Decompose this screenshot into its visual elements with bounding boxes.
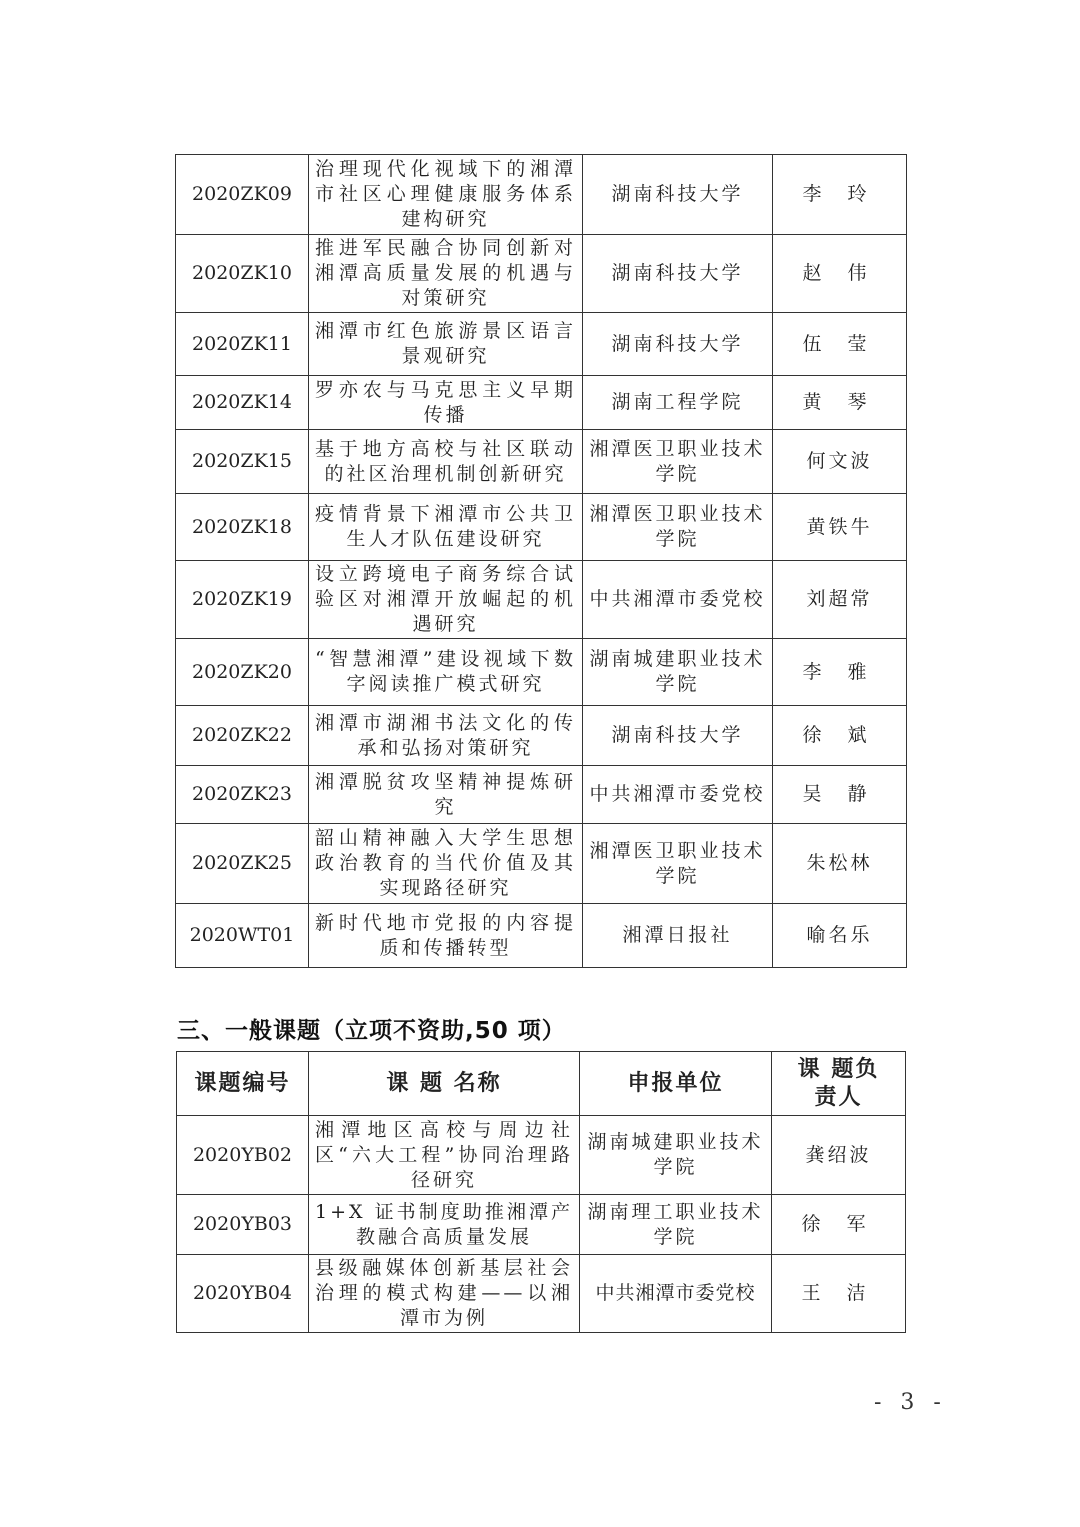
topic-code: 2020ZK09 bbox=[176, 155, 309, 235]
principal-investigator: 李 雅 bbox=[773, 639, 907, 706]
principal-investigator: 朱松林 bbox=[773, 824, 907, 904]
topic-code: 2020ZK15 bbox=[176, 430, 309, 494]
table-row bbox=[177, 1255, 906, 1333]
table-row bbox=[176, 430, 907, 494]
topic-code: 2020ZK20 bbox=[176, 639, 309, 706]
topic-title: 疫情背景下湘潭市公共卫生人才队伍建设研究 bbox=[309, 494, 583, 561]
applicant-unit: 湖南科技大学 bbox=[583, 706, 773, 766]
principal-investigator: 王 洁 bbox=[772, 1255, 906, 1333]
table-row bbox=[176, 494, 907, 561]
column-header-title: 课 题 名称 bbox=[309, 1052, 580, 1116]
topic-code: 2020YB04 bbox=[177, 1255, 309, 1333]
page-number: - 3 - bbox=[874, 1390, 947, 1415]
topic-title: 基于地方高校与社区联动的社区治理机制创新研究 bbox=[309, 430, 583, 494]
column-header-person: 课 题负责人 bbox=[772, 1052, 906, 1116]
topic-title: 湘潭地区高校与周边社区“六大工程”协同治理路径研究 bbox=[309, 1116, 580, 1195]
topic-code: 2020ZK18 bbox=[176, 494, 309, 561]
principal-investigator: 赵 伟 bbox=[773, 235, 907, 313]
topic-title: 县级融媒体创新基层社会治理的模式构建——以湘潭市为例 bbox=[309, 1255, 580, 1333]
principal-investigator: 李 玲 bbox=[773, 155, 907, 235]
table-header-row bbox=[177, 1052, 906, 1116]
topic-code: 2020YB02 bbox=[177, 1116, 309, 1195]
applicant-unit: 湘潭医卫职业技术学院 bbox=[583, 824, 773, 904]
topic-title: 治理现代化视域下的湘潭市社区心理健康服务体系建构研究 bbox=[309, 155, 583, 235]
topic-title: 韶山精神融入大学生思想政治教育的当代价值及其实现路径研究 bbox=[309, 824, 583, 904]
principal-investigator: 喻名乐 bbox=[773, 904, 907, 968]
topics-table-continued bbox=[175, 154, 907, 968]
topic-code: 2020ZK23 bbox=[176, 766, 309, 824]
principal-investigator: 吴 静 bbox=[773, 766, 907, 824]
column-header-unit: 申报单位 bbox=[580, 1052, 772, 1116]
table-row bbox=[176, 155, 907, 235]
topic-title: 1+X 证书制度助推湘潭产教融合高质量发展 bbox=[309, 1195, 580, 1255]
table-row bbox=[176, 706, 907, 766]
applicant-unit: 中共湘潭市委党校 bbox=[580, 1255, 772, 1333]
applicant-unit: 湘潭医卫职业技术学院 bbox=[583, 430, 773, 494]
applicant-unit: 湖南城建职业技术学院 bbox=[580, 1116, 772, 1195]
topic-code: 2020ZK10 bbox=[176, 235, 309, 313]
applicant-unit: 中共湘潭市委党校 bbox=[583, 561, 773, 639]
principal-investigator: 徐 军 bbox=[772, 1195, 906, 1255]
topic-code: 2020ZK11 bbox=[176, 313, 309, 376]
topic-code: 2020ZK25 bbox=[176, 824, 309, 904]
topic-title: 湘潭市湖湘书法文化的传承和弘扬对策研究 bbox=[309, 706, 583, 766]
topic-title: “智慧湘潭”建设视域下数字阅读推广模式研究 bbox=[309, 639, 583, 706]
table-row bbox=[176, 766, 907, 824]
principal-investigator: 龚绍波 bbox=[772, 1116, 906, 1195]
principal-investigator: 徐 斌 bbox=[773, 706, 907, 766]
principal-investigator: 黄 琴 bbox=[773, 376, 907, 430]
topic-title: 设立跨境电子商务综合试验区对湘潭开放崛起的机遇研究 bbox=[309, 561, 583, 639]
applicant-unit: 湖南科技大学 bbox=[583, 155, 773, 235]
table-row bbox=[176, 376, 907, 430]
principal-investigator: 黄铁牛 bbox=[773, 494, 907, 561]
topic-code: 2020ZK14 bbox=[176, 376, 309, 430]
topic-title: 罗亦农与马克思主义早期传播 bbox=[309, 376, 583, 430]
topic-code: 2020YB03 bbox=[177, 1195, 309, 1255]
topic-title: 推进军民融合协同创新对湘潭高质量发展的机遇与对策研究 bbox=[309, 235, 583, 313]
topic-code: 2020WT01 bbox=[176, 904, 309, 968]
table-row bbox=[177, 1195, 906, 1255]
table-row bbox=[176, 561, 907, 639]
applicant-unit: 湘潭医卫职业技术学院 bbox=[583, 494, 773, 561]
table-row bbox=[176, 639, 907, 706]
applicant-unit: 湘潭日报社 bbox=[583, 904, 773, 968]
applicant-unit: 湖南科技大学 bbox=[583, 313, 773, 376]
principal-investigator: 何文波 bbox=[773, 430, 907, 494]
table-row bbox=[177, 1116, 906, 1195]
principal-investigator: 刘超常 bbox=[773, 561, 907, 639]
applicant-unit: 湖南城建职业技术学院 bbox=[583, 639, 773, 706]
section-heading: 三、一般课题（立项不资助,50 项） bbox=[177, 1018, 566, 1044]
topic-code: 2020ZK22 bbox=[176, 706, 309, 766]
column-header-code: 课题编号 bbox=[177, 1052, 309, 1116]
topic-code: 2020ZK19 bbox=[176, 561, 309, 639]
applicant-unit: 中共湘潭市委党校 bbox=[583, 766, 773, 824]
topic-title: 新时代地市党报的内容提质和传播转型 bbox=[309, 904, 583, 968]
table-row bbox=[176, 824, 907, 904]
general-topics-table bbox=[176, 1051, 906, 1333]
table-row bbox=[176, 313, 907, 376]
principal-investigator: 伍 莹 bbox=[773, 313, 907, 376]
applicant-unit: 湖南理工职业技术学院 bbox=[580, 1195, 772, 1255]
applicant-unit: 湖南科技大学 bbox=[583, 235, 773, 313]
table-row bbox=[176, 904, 907, 968]
applicant-unit: 湖南工程学院 bbox=[583, 376, 773, 430]
topic-title: 湘潭脱贫攻坚精神提炼研究 bbox=[309, 766, 583, 824]
topic-title: 湘潭市红色旅游景区语言景观研究 bbox=[309, 313, 583, 376]
table-row bbox=[176, 235, 907, 313]
